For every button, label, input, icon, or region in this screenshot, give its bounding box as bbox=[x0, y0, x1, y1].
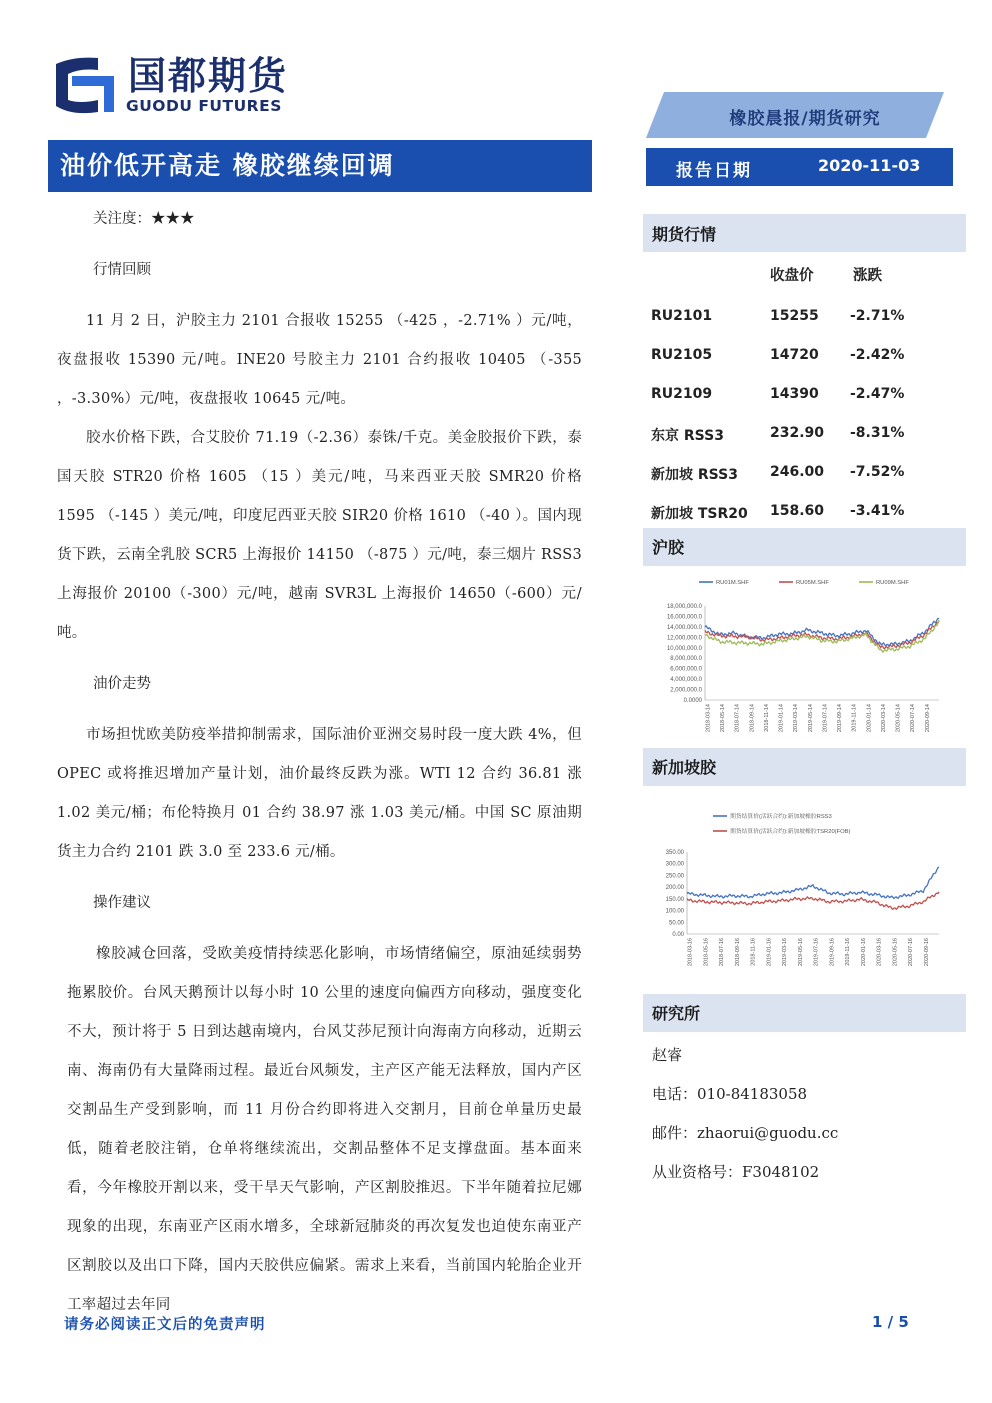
table-row bbox=[643, 300, 966, 339]
contract-name: 新加坡 RSS3 bbox=[651, 467, 738, 483]
brand-name-en: GUODU FUTURES bbox=[126, 97, 282, 115]
close-price: 158.60 bbox=[770, 503, 825, 519]
y-tick-label: 100.00 bbox=[665, 908, 684, 915]
page-number: 1 / 5 bbox=[872, 1313, 909, 1331]
y-tick-label: 10,000,000.0 bbox=[666, 645, 702, 652]
quotes-heading: 期货行情 bbox=[652, 225, 717, 244]
x-tick-label: 2019-11-14 bbox=[851, 704, 858, 732]
x-tick-label: 2018-07-16 bbox=[719, 938, 726, 967]
x-tick-label: 2020-05-14 bbox=[895, 704, 902, 733]
review-paragraph-2: 胶水价格下跌，合艾胶价 71.19（-2.36）泰铢/千克。美金胶报价下跌，泰国天胶 STR20 价格 1605 （15 ）美元/吨，马来西亚天胶 SMR20 价格 1595 （-145 ）美元/吨，印度尼西亚天胶 SIR20 价格 1610 （-40 ）。国内现货下跌，云南全乳胶 SCR5 上海报价 14150 （-875 ）元/吨，泰三烟片 RSS3 上海报价 20100（-300）元/吨，越南 SVR3L 上海报价 14650（-600）元/吨。 bbox=[57, 430, 582, 641]
report-series: 橡胶晨报/期货研究 bbox=[729, 109, 881, 129]
x-tick-label: 2018-05-14 bbox=[720, 704, 727, 733]
report-date-value: 2020-11-03 bbox=[818, 156, 921, 175]
y-tick-label: 16,000,000.0 bbox=[666, 614, 702, 621]
y-tick-label: 350.00 bbox=[665, 850, 684, 856]
review-paragraph-1: 11 月 2 日，沪胶主力 2101 合报收 15255 （-425 ，-2.71% ）元/吨，夜盘报收 15390 元/吨。INE20 号胶主力 2101 合约报收 10405 （-355 ，-3.30%）元/吨，夜盘报收 10645 元/吨。 bbox=[57, 313, 582, 407]
y-tick-label: 14,000,000.0 bbox=[666, 624, 702, 631]
disclaimer-note: 请务必阅读正文后的免责声明 bbox=[64, 1316, 266, 1333]
y-tick-label: 6,000,000.0 bbox=[670, 666, 702, 673]
close-price: 14720 bbox=[770, 347, 819, 363]
price-change: -2.71% bbox=[850, 308, 905, 324]
x-tick-label: 2018-09-16 bbox=[734, 938, 741, 967]
table-row bbox=[643, 417, 966, 456]
y-tick-label: 150.00 bbox=[665, 896, 684, 903]
x-tick-label: 2020-07-16 bbox=[908, 938, 915, 967]
x-tick-label: 2020-07-14 bbox=[910, 704, 917, 733]
y-tick-label: 200.00 bbox=[665, 885, 684, 892]
contract-name: RU2101 bbox=[651, 308, 713, 324]
analyst-email: 邮件：zhaorui@guodu.cc bbox=[652, 1124, 839, 1142]
x-tick-label: 2018-03-14 bbox=[705, 704, 712, 733]
x-tick-label: 2020-03-16 bbox=[876, 938, 883, 967]
report-date-label: 报告日期 bbox=[676, 161, 752, 181]
shfe-chart-heading: 沪胶 bbox=[652, 538, 685, 557]
legend-label: 期货结算价(活跃合约):新加坡橡胶TSR20(FOB) bbox=[730, 829, 851, 835]
report-title: 油价低开高走 橡胶继续回调 bbox=[60, 151, 395, 180]
y-tick-label: 0.0000 bbox=[683, 698, 702, 704]
price-change: -3.41% bbox=[850, 503, 905, 519]
table-row bbox=[643, 456, 966, 495]
y-tick-label: 2,000,000.0 bbox=[670, 687, 702, 694]
section-heading-oil: 油价走势 bbox=[93, 676, 151, 692]
x-tick-label: 2018-11-14 bbox=[763, 704, 770, 732]
x-tick-label: 2019-03-16 bbox=[782, 938, 789, 967]
x-tick-label: 2018-05-16 bbox=[703, 938, 710, 967]
series-line bbox=[687, 892, 939, 909]
y-tick-label: 0.00 bbox=[672, 932, 684, 938]
table-row bbox=[643, 339, 966, 378]
x-tick-label: 2018-07-14 bbox=[734, 704, 741, 733]
close-price: 246.00 bbox=[770, 464, 825, 480]
x-tick-label: 2019-11-16 bbox=[845, 938, 852, 966]
sgx-price-chart bbox=[643, 790, 966, 990]
close-price: 232.90 bbox=[770, 425, 825, 441]
contract-name: RU2105 bbox=[651, 347, 713, 363]
contract-name: 东京 RSS3 bbox=[651, 428, 724, 444]
x-tick-label: 2019-05-16 bbox=[797, 938, 804, 967]
legend-label: 期货结算价(活跃合约):新加坡橡胶RSS3 bbox=[730, 814, 832, 820]
oil-paragraph: 市场担忧欧美防疫举措抑制需求，国际油价亚洲交易时段一度大跌 4%，但 OPEC 或将推迟增加产量计划，油价最终反跌为涨。WTI 12 合约 36.81 涨 1.02 美元/桶；布伦特换月 01 合约 38.97 涨 1.03 美元/桶。中国 SC 原油期货主力合约 2101 跌 3.0 至 233.6 元/桶。 bbox=[57, 727, 582, 860]
legend-label: RU09M.SHF bbox=[876, 580, 909, 586]
sgx-chart-heading: 新加坡胶 bbox=[652, 758, 717, 777]
advice-paragraph: 橡胶减仓回落，受欧美疫情持续恶化影响，市场情绪偏空，原油延续弱势拖累胶价。台风天鹅预计以每小时 10 公里的速度向偏西方向移动，强度变化不大，预计将于 5 日到达越南境内，台风艾莎尼预计向海南方向移动，近期云南、海南仍有大量降雨过程。最近台风频发，主产区产能无法释放，国内产区交割品生产受到影响，而 11 月份合约即将进入交割月，目前仓单量历史最低，随着老胶注销，仓单将继续流出，交割品整体不足支撑盘面。基本面来看，今年橡胶开割以来，受干旱天气影响，产区割胶推迟。下半年随着拉尼娜现象的出现，东南亚产区雨水增多，全球新冠肺炎的再次复发也迫使东南亚产区割胶以及出口下降，国内天胶供应偏紧。需求上来看，当前国内轮胎企业开工率超过去年同 bbox=[67, 946, 582, 1313]
analyst-name: 赵睿 bbox=[652, 1046, 683, 1064]
shfe-price-chart bbox=[643, 568, 966, 746]
table-row bbox=[643, 378, 966, 417]
institute-heading: 研究所 bbox=[652, 1004, 701, 1023]
x-tick-label: 2019-01-14 bbox=[778, 704, 785, 733]
x-tick-label: 2020-01-14 bbox=[866, 704, 873, 733]
price-change: -7.52% bbox=[850, 464, 905, 480]
x-tick-label: 2019-03-14 bbox=[793, 704, 800, 733]
price-change: -8.31% bbox=[850, 425, 905, 441]
price-change: -2.42% bbox=[850, 347, 905, 363]
x-tick-label: 2020-09-16 bbox=[923, 938, 930, 967]
y-tick-label: 50.00 bbox=[668, 920, 684, 927]
y-tick-label: 4,000,000.0 bbox=[670, 677, 702, 684]
report-body bbox=[57, 200, 582, 1325]
attention-rating: 关注度：★★★ bbox=[93, 211, 195, 227]
sgx-chart-container bbox=[643, 790, 966, 990]
close-price: 14390 bbox=[770, 386, 819, 402]
y-tick-label: 8,000,000.0 bbox=[670, 656, 702, 663]
x-tick-label: 2020-03-14 bbox=[880, 704, 887, 733]
x-tick-label: 2019-05-14 bbox=[807, 704, 814, 733]
y-tick-label: 300.00 bbox=[665, 861, 684, 868]
series-line bbox=[687, 867, 939, 898]
brand-name-cn: 国都期货 bbox=[128, 54, 289, 98]
x-tick-label: 2019-09-16 bbox=[829, 938, 836, 967]
analyst-phone: 电话：010-84183058 bbox=[652, 1085, 808, 1103]
column-header-close: 收盘价 bbox=[770, 267, 814, 284]
analyst-license: 从业资格号：F3048102 bbox=[652, 1163, 820, 1181]
section-heading-advice: 操作建议 bbox=[93, 895, 151, 911]
x-tick-label: 2019-07-14 bbox=[822, 704, 829, 733]
section-heading-review: 行情回顾 bbox=[93, 262, 151, 278]
x-tick-label: 2019-07-16 bbox=[813, 938, 820, 967]
legend-label: RU01M.SHF bbox=[716, 580, 749, 586]
y-tick-label: 18,000,000.0 bbox=[666, 604, 702, 610]
x-tick-label: 2019-09-14 bbox=[837, 704, 844, 733]
x-tick-label: 2018-09-14 bbox=[749, 704, 756, 733]
contract-name: 新加坡 TSR20 bbox=[651, 506, 748, 522]
price-change: -2.47% bbox=[850, 386, 905, 402]
shfe-chart-section-header bbox=[643, 528, 966, 566]
x-tick-label: 2020-05-16 bbox=[892, 938, 899, 967]
y-tick-label: 250.00 bbox=[665, 873, 684, 880]
x-tick-label: 2018-03-16 bbox=[687, 938, 694, 967]
shfe-chart-container bbox=[643, 568, 966, 746]
column-header-change: 涨跌 bbox=[853, 267, 882, 284]
legend-label: RU05M.SHF bbox=[796, 580, 829, 586]
y-tick-label: 12,000,000.0 bbox=[666, 635, 702, 642]
contract-name: RU2109 bbox=[651, 386, 713, 402]
x-tick-label: 2020-01-16 bbox=[860, 938, 867, 967]
close-price: 15255 bbox=[770, 308, 819, 324]
x-tick-label: 2018-11-16 bbox=[750, 938, 757, 966]
x-tick-label: 2019-01-16 bbox=[766, 938, 773, 967]
x-tick-label: 2020-09-14 bbox=[924, 704, 931, 733]
